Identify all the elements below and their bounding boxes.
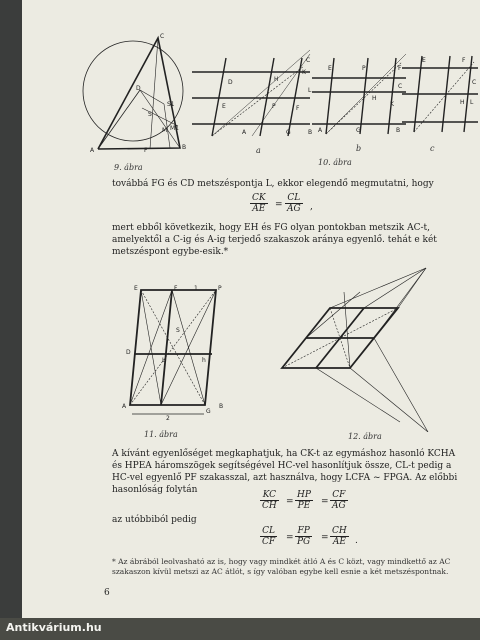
paragraph-3: A kívánt egyenlőséget megkaphatjuk, ha CK-t az egymáshoz hasonló KCHA és HPEA háromszögek segítségével HC-vel hasonlítjuk össze, CL-t pedig a HC-vel egyenlő PF szakasszal, azt használva, hogy LCFA ~ FPGA. Az előbbi hasonlóság folytán bbox=[112, 449, 458, 495]
eq3-f1-den: CF bbox=[262, 537, 276, 547]
fig11-caption: 11. ábra bbox=[144, 430, 178, 439]
fig10b-label: A bbox=[318, 127, 323, 134]
fig11-label: G bbox=[206, 408, 211, 415]
page-number: 6 bbox=[104, 588, 110, 598]
fig10b-label: F bbox=[398, 65, 402, 72]
eq3-f2-den: PG bbox=[297, 537, 311, 547]
eq2-f3-den: AG bbox=[332, 501, 346, 511]
fig9-label: M1 bbox=[170, 125, 179, 132]
fig10b-label: C bbox=[398, 83, 403, 90]
fig10c-label: F bbox=[462, 57, 466, 64]
eq3-tail: . bbox=[355, 536, 358, 546]
eq2-f1-num: KC bbox=[260, 490, 279, 501]
fig10c-label: C bbox=[472, 79, 477, 86]
eq2-f1-den: CH bbox=[262, 501, 277, 511]
eq2-fraction-3 bbox=[330, 490, 348, 511]
fig9-label: S bbox=[148, 111, 152, 118]
fig10c-label: H bbox=[460, 99, 465, 106]
eq3-f3-num: CH bbox=[332, 526, 347, 536]
fig10a-label: G bbox=[286, 129, 291, 136]
eq3-equals-2: = bbox=[321, 533, 329, 543]
eq2-fraction-1 bbox=[260, 490, 279, 511]
paragraph-1: továbbá FG és CD metszéspontja L, ekkor elegendő megmutatni, hogy bbox=[112, 179, 434, 189]
fig10a-label: B bbox=[308, 129, 312, 136]
footnote: * Az ábrából leolvasható az is, hogy vagy mindkét átló A és C közt, vagy mindkettő az AC szakaszon kívül metszi az AC átlót, s így valóban egybe kell esnie a két metszéspontnak. bbox=[112, 557, 451, 576]
fig11-label: A bbox=[122, 403, 127, 410]
eq1-f1-num: CK bbox=[252, 193, 266, 203]
fig11-label: E bbox=[134, 285, 138, 292]
fig11-label: D bbox=[126, 349, 131, 356]
fig10b-label: B bbox=[396, 127, 401, 134]
watermark-bar bbox=[0, 618, 480, 640]
figure-11 bbox=[102, 280, 232, 420]
fig12-caption: 12. ábra bbox=[348, 432, 382, 441]
fig9-label: F bbox=[144, 147, 148, 154]
fig11-label: L bbox=[162, 357, 166, 364]
fig9-label: A bbox=[90, 147, 95, 154]
fig11-label: P bbox=[218, 285, 222, 292]
fig10a-label: L bbox=[308, 87, 312, 94]
eq2-fraction-2 bbox=[295, 490, 313, 511]
fig10c-caption: c bbox=[430, 144, 435, 153]
eq2-equals-2: = bbox=[321, 497, 329, 507]
fig10a-label: K bbox=[302, 69, 306, 76]
eq2-f2-num: HP bbox=[297, 490, 311, 500]
fig10b-caption: b bbox=[356, 144, 362, 153]
figure-10b bbox=[312, 48, 406, 143]
fig10a-label: D bbox=[228, 79, 233, 86]
fig11-label: F bbox=[174, 285, 178, 292]
fig10a-label: H bbox=[274, 76, 279, 83]
fig10b-label: G bbox=[356, 127, 361, 134]
fig10b-label: P bbox=[362, 65, 366, 72]
fig11-label: 2 bbox=[166, 415, 170, 420]
fig10a-label: E bbox=[222, 103, 226, 110]
eq1-tail: , bbox=[310, 202, 313, 212]
figure-10a bbox=[192, 40, 312, 150]
fig10a-label: F bbox=[296, 105, 300, 112]
fig10a-label: A bbox=[242, 129, 247, 136]
fig10a-caption: a bbox=[256, 146, 261, 155]
figure-10c bbox=[402, 48, 480, 143]
fig9-label: C bbox=[160, 33, 165, 40]
eq2-equals-1: = bbox=[286, 497, 294, 507]
fig10a-label: P bbox=[272, 103, 276, 110]
eq1-fraction-2 bbox=[285, 193, 303, 214]
fig10c-label: L bbox=[470, 99, 474, 106]
fig11-label: B bbox=[219, 403, 224, 410]
eq2-f2-den: PE bbox=[297, 501, 311, 511]
fig11-label: 1 bbox=[194, 285, 198, 292]
fig10b-label: H bbox=[372, 95, 377, 102]
fig10a-label: C bbox=[306, 57, 311, 64]
fig9-label: M bbox=[162, 127, 168, 134]
eq1-f2-num: CL bbox=[285, 193, 303, 204]
fig10b-label: K bbox=[390, 101, 394, 108]
eq3-f1-num: CL bbox=[260, 526, 277, 537]
book-page bbox=[22, 0, 480, 640]
fig11-label: h bbox=[202, 357, 206, 364]
fig10c-label: E bbox=[422, 57, 426, 64]
fig9-label: B bbox=[182, 144, 187, 151]
fig9-caption: 9. ábra bbox=[114, 163, 143, 172]
eq3-fraction-2 bbox=[295, 526, 312, 547]
fig10b-label: E bbox=[328, 65, 332, 72]
watermark: Antikvárium.hu bbox=[6, 621, 102, 634]
figure-12 bbox=[250, 262, 430, 432]
eq1-f1-den: AE bbox=[252, 204, 266, 214]
eq1-fraction-1 bbox=[250, 193, 268, 214]
eq2-f3-num: CF bbox=[330, 490, 348, 501]
fig11-label: S bbox=[176, 327, 180, 334]
paragraph-4: az utóbbiból pedig bbox=[112, 515, 197, 525]
figure-9 bbox=[80, 28, 190, 158]
eq3-f3-den: AE bbox=[332, 537, 346, 547]
eq3-fraction-1 bbox=[260, 526, 277, 547]
fig9-label: S1 bbox=[167, 101, 175, 108]
fig9-label: D bbox=[136, 85, 141, 92]
eq3-equals-1: = bbox=[286, 533, 294, 543]
fig10-caption: 10. ábra bbox=[318, 158, 352, 167]
eq1-equals: = bbox=[275, 200, 283, 210]
paragraph-2: mert ebből következik, hogy EH és FG olyan pontokban metszik AC-t, amelyektől a C-ig és A-ig terjedő szakaszok aránya egyenlő. tehát e két metszéspont egybe-esik.* bbox=[112, 223, 437, 257]
eq1-f2-den: AG bbox=[287, 204, 301, 214]
eq3-fraction-3 bbox=[330, 526, 349, 547]
eq3-f2-num: FP bbox=[295, 526, 312, 537]
